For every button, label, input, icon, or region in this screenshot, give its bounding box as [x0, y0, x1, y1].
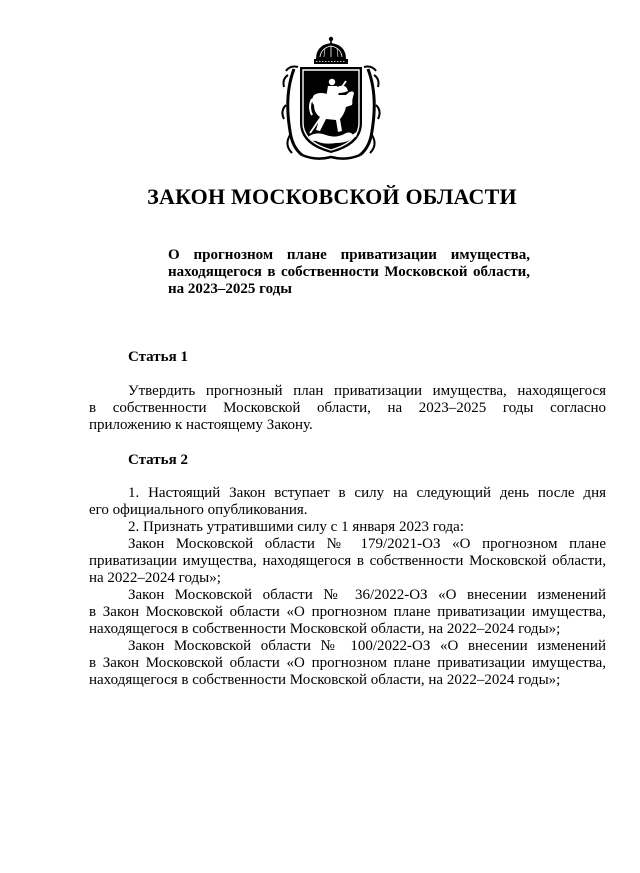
text-line: приложению к настоящему Закону. [89, 417, 313, 433]
crown-icon [314, 37, 348, 64]
text-line: находящегося в собственности Московской области, на 2022–2024 годы»; [89, 672, 561, 688]
text-line: 2. Признать утратившими силу с 1 января 2023 года: [128, 519, 464, 535]
article-2-heading: Статья 2 [128, 452, 188, 468]
text-line: в Закон Московской области «О прогнозном плане приватизации имущества, [89, 604, 606, 620]
text-line: находящегося в собственности Московской области, на 2022–2024 годы»; [89, 621, 561, 637]
text-line: его официального опубликования. [89, 502, 308, 518]
text-line: на 2022–2024 годы»; [89, 570, 221, 586]
text-line: Закон Московской области № 100/2022-ОЗ «О внесении изменений [128, 638, 606, 654]
law-subject [168, 247, 530, 298]
text-line: в собственности Московской области, на 2023–2025 годы согласно [89, 400, 606, 416]
coat-of-arms-emblem [280, 35, 382, 161]
text-line: Закон Московской области № 36/2022-ОЗ «О внесении изменений [128, 587, 606, 603]
article-1-heading: Статья 1 [128, 349, 188, 365]
subject-line: О прогнозном плане приватизации имущества, [168, 247, 530, 263]
article-1-text [89, 383, 606, 434]
subject-line: на 2023–2025 годы [168, 281, 292, 297]
article-2-text [89, 485, 606, 689]
text-line: в Закон Московской области «О прогнозном плане приватизации имущества, [89, 655, 606, 671]
text-line: 1. Настоящий Закон вступает в силу на следующий день после дня [128, 485, 606, 501]
subject-line: находящегося в собственности Московской области, [168, 264, 530, 280]
text-line: Утвердить прогнозный план приватизации имущества, находящегося [128, 383, 606, 399]
law-title: ЗАКОН МОСКОВСКОЙ ОБЛАСТИ [147, 184, 517, 209]
text-line: Закон Московской области № 179/2021-ОЗ «О прогнозном плане [128, 536, 606, 552]
text-line: приватизации имущества, находящегося в собственности Московской области, [89, 553, 606, 569]
